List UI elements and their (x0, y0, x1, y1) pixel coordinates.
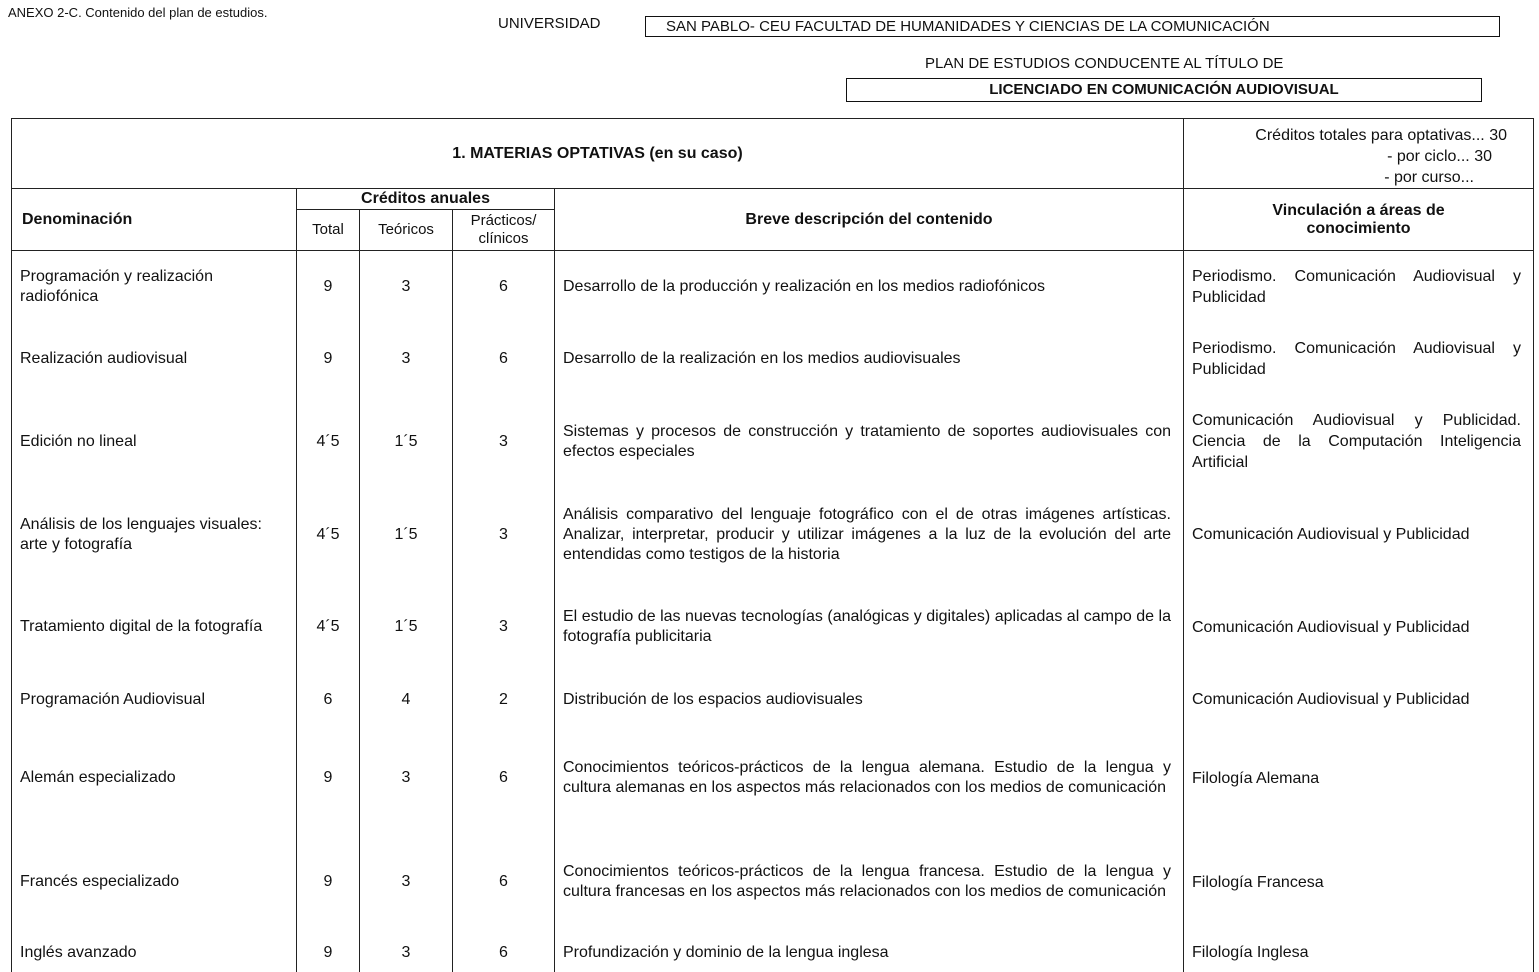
universidad-value: SAN PABLO- CEU FACULTAD DE HUMANIDADES Y CIENCIAS DE LA COMUNICACIÓN (645, 16, 1500, 37)
row-denominacion: Edición no lineal (12, 395, 297, 489)
row-total: 9 (297, 831, 360, 934)
row-denominacion: Análisis de los lenguajes visuales: arte y fotografía (12, 489, 297, 581)
row-descripcion: Desarrollo de la realización en los medios audiovisuales (555, 323, 1184, 395)
row-vinculacion: Comunicación Audiovisual y Publicidad (1184, 581, 1534, 674)
row-total: 9 (297, 726, 360, 831)
row-denominacion: Programación Audiovisual (12, 674, 297, 726)
row-denominacion: Tratamiento digital de la fotografía (12, 581, 297, 674)
anexo-caption: ANEXO 2-C. Contenido del plan de estudios. (8, 5, 268, 20)
row-practicos: 3 (453, 581, 555, 674)
table-row (12, 934, 1534, 972)
creditos-totales: Créditos totales para optativas... 30 (1255, 127, 1507, 144)
table-row (12, 251, 1534, 323)
col-denominacion: Denominación (12, 189, 297, 251)
row-total: 4´5 (297, 581, 360, 674)
row-practicos: 3 (453, 489, 555, 581)
row-teoricos: 3 (360, 323, 453, 395)
table-row (12, 489, 1534, 581)
row-vinculacion: Periodismo. Comunicación Audiovisual y Publicidad (1184, 251, 1534, 323)
row-practicos: 2 (453, 674, 555, 726)
row-vinculacion: Filología Francesa (1184, 831, 1534, 934)
row-vinculacion: Filología Inglesa (1184, 934, 1534, 972)
row-practicos: 6 (453, 251, 555, 323)
row-total: 6 (297, 674, 360, 726)
creditos-summary (1184, 119, 1534, 189)
table-row (12, 674, 1534, 726)
row-descripcion: Conocimientos teóricos-prácticos de la lengua alemana. Estudio de la lengua y cultura alemanas en los aspectos más relacionados con los medios de comunicación (555, 726, 1184, 831)
row-vinculacion: Periodismo. Comunicación Audiovisual y Publicidad (1184, 323, 1534, 395)
col-descripcion: Breve descripción del contenido (555, 189, 1184, 251)
table-row (12, 395, 1534, 489)
section-header-row (12, 119, 1534, 189)
row-denominacion: Alemán especializado (12, 726, 297, 831)
col-practicos (453, 210, 555, 251)
materias-table (11, 118, 1534, 972)
table-row (12, 581, 1534, 674)
section-title: 1. MATERIAS OPTATIVAS (en su caso) (12, 119, 1184, 189)
row-total: 4´5 (297, 395, 360, 489)
row-teoricos: 3 (360, 934, 453, 972)
row-teoricos: 4 (360, 674, 453, 726)
row-teoricos: 1´5 (360, 395, 453, 489)
row-practicos: 6 (453, 831, 555, 934)
row-teoricos: 1´5 (360, 581, 453, 674)
table-row (12, 726, 1534, 831)
row-teoricos: 1´5 (360, 489, 453, 581)
row-total: 4´5 (297, 489, 360, 581)
col-teoricos: Teóricos (360, 210, 453, 251)
col-practicos-line2: clínicos (478, 230, 529, 247)
col-vinculacion-line1: Vinculación a áreas de (1272, 201, 1445, 219)
row-descripcion: Sistemas y procesos de construcción y tratamiento de soportes audiovisuales con efectos especiales (555, 395, 1184, 489)
row-denominacion: Programación y realización radiofónica (12, 251, 297, 323)
universidad-label: UNIVERSIDAD (498, 15, 601, 32)
table-row (12, 831, 1534, 934)
row-descripcion: Profundización y dominio de la lengua inglesa (555, 934, 1184, 972)
column-header-row (12, 189, 1534, 210)
row-descripcion: El estudio de las nuevas tecnologías (analógicas y digitales) aplicadas al campo de la fotografía publicitaria (555, 581, 1184, 674)
col-practicos-line1: Prácticos/ (470, 212, 537, 229)
row-practicos: 6 (453, 323, 555, 395)
col-creditos-anuales: Créditos anuales (297, 189, 555, 210)
creditos-por-ciclo: - por ciclo... 30 (1387, 148, 1492, 165)
creditos-por-curso: - por curso... (1384, 169, 1474, 186)
table-row (12, 323, 1534, 395)
row-teoricos: 3 (360, 726, 453, 831)
row-vinculacion: Filología Alemana (1184, 726, 1534, 831)
row-denominacion: Francés especializado (12, 831, 297, 934)
row-descripcion: Conocimientos teóricos-prácticos de la lengua francesa. Estudio de la lengua y cultura francesas en los aspectos más relacionados con los medios de comunicación (555, 831, 1184, 934)
row-vinculacion: Comunicación Audiovisual y Publicidad (1184, 674, 1534, 726)
col-vinculacion-line2: conocimiento (1306, 219, 1411, 237)
row-practicos: 3 (453, 395, 555, 489)
row-practicos: 6 (453, 726, 555, 831)
row-total: 9 (297, 934, 360, 972)
col-vinculacion (1184, 189, 1534, 251)
plan-label: PLAN DE ESTUDIOS CONDUCENTE AL TÍTULO DE (925, 55, 1284, 72)
row-descripcion: Análisis comparativo del lenguaje fotográfico con el de otras imágenes artísticas. Analizar, interpretar, producir y utilizar imágenes a la luz de la evolución del arte entendidas como testigos de la historia (555, 489, 1184, 581)
row-denominacion: Realización audiovisual (12, 323, 297, 395)
row-vinculacion: Comunicación Audiovisual y Publicidad (1184, 489, 1534, 581)
row-vinculacion: Comunicación Audiovisual y Publicidad. Ciencia de la Computación Inteligencia Artificial (1184, 395, 1534, 489)
row-teoricos: 3 (360, 251, 453, 323)
titulo-value: LICENCIADO EN COMUNICACIÓN AUDIOVISUAL (846, 78, 1482, 102)
row-total: 9 (297, 251, 360, 323)
row-practicos: 6 (453, 934, 555, 972)
col-total: Total (297, 210, 360, 251)
row-descripcion: Distribución de los espacios audiovisuales (555, 674, 1184, 726)
row-total: 9 (297, 323, 360, 395)
row-teoricos: 3 (360, 831, 453, 934)
row-descripcion: Desarrollo de la producción y realización en los medios radiofónicos (555, 251, 1184, 323)
row-denominacion: Inglés avanzado (12, 934, 297, 972)
